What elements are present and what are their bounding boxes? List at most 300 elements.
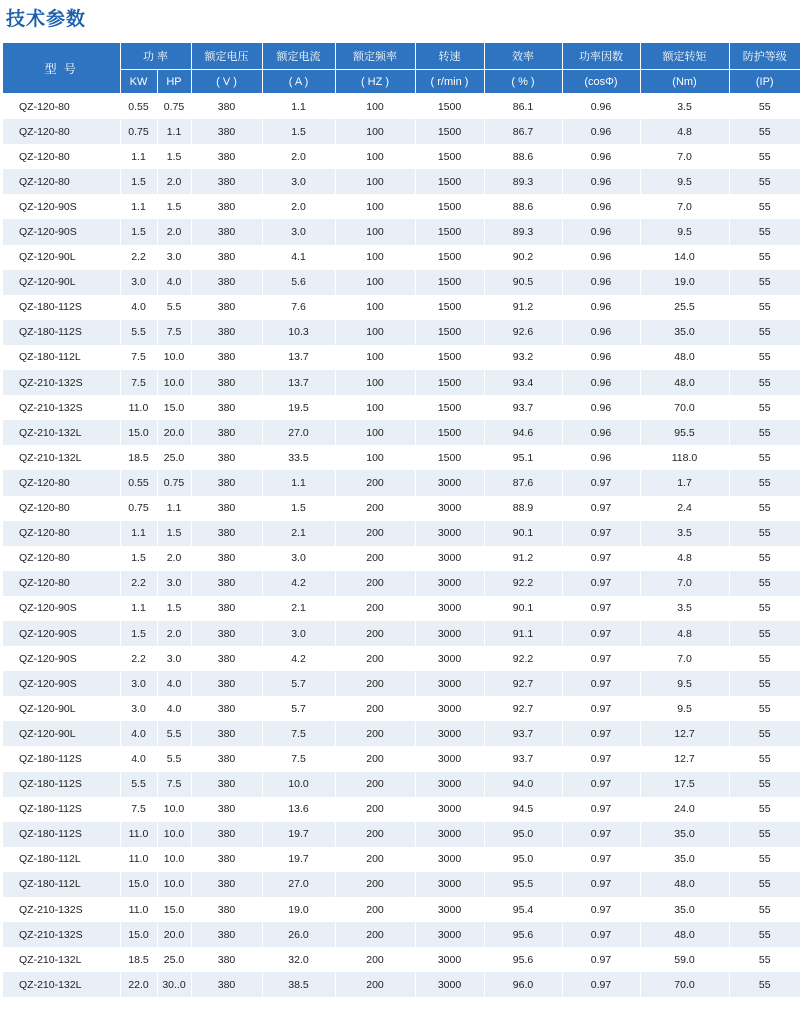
cell-efficiency: 94.6	[484, 420, 562, 445]
table-row	[3, 194, 800, 219]
header-model: 型 号	[3, 43, 120, 94]
cell-speed: 3000	[415, 897, 484, 922]
header-current: 额定电流	[262, 43, 335, 70]
header-torque: 额定转矩	[640, 43, 729, 70]
cell-efficiency: 93.4	[484, 370, 562, 395]
cell-current: 10.0	[262, 772, 335, 797]
cell-frequency: 200	[335, 746, 415, 771]
cell-speed: 1500	[415, 345, 484, 370]
cell-power-factor: 0.96	[562, 420, 640, 445]
cell-torque: 4.8	[640, 621, 729, 646]
cell-power-factor: 0.97	[562, 470, 640, 495]
table-row	[3, 646, 800, 671]
cell-voltage: 380	[191, 646, 262, 671]
table-row	[3, 270, 800, 295]
cell-efficiency: 91.2	[484, 546, 562, 571]
cell-frequency: 200	[335, 922, 415, 947]
cell-power-factor: 0.96	[562, 94, 640, 120]
cell-torque: 25.5	[640, 295, 729, 320]
cell-hp: 0.75	[157, 94, 191, 120]
cell-efficiency: 88.6	[484, 144, 562, 169]
cell-frequency: 100	[335, 320, 415, 345]
cell-protection: 55	[729, 320, 800, 345]
cell-frequency: 200	[335, 797, 415, 822]
unit-frequency: ( HZ )	[335, 70, 415, 94]
cell-power-factor: 0.97	[562, 922, 640, 947]
cell-voltage: 380	[191, 295, 262, 320]
cell-hp: 15.0	[157, 897, 191, 922]
cell-current: 19.0	[262, 897, 335, 922]
cell-voltage: 380	[191, 897, 262, 922]
cell-speed: 3000	[415, 746, 484, 771]
cell-kw: 4.0	[120, 295, 157, 320]
cell-torque: 35.0	[640, 847, 729, 872]
cell-speed: 1500	[415, 94, 484, 120]
cell-speed: 1500	[415, 119, 484, 144]
cell-current: 3.0	[262, 169, 335, 194]
cell-protection: 55	[729, 897, 800, 922]
cell-speed: 3000	[415, 822, 484, 847]
cell-current: 13.7	[262, 370, 335, 395]
cell-current: 19.7	[262, 822, 335, 847]
table-row	[3, 872, 800, 897]
cell-current: 7.6	[262, 295, 335, 320]
cell-torque: 9.5	[640, 169, 729, 194]
cell-hp: 25.0	[157, 445, 191, 470]
cell-kw: 3.0	[120, 671, 157, 696]
cell-efficiency: 96.0	[484, 972, 562, 997]
cell-efficiency: 91.1	[484, 621, 562, 646]
cell-torque: 1.7	[640, 470, 729, 495]
cell-kw: 2.2	[120, 571, 157, 596]
cell-efficiency: 95.0	[484, 847, 562, 872]
table-row	[3, 897, 800, 922]
cell-torque: 9.5	[640, 219, 729, 244]
cell-current: 33.5	[262, 445, 335, 470]
cell-torque: 14.0	[640, 245, 729, 270]
cell-hp: 10.0	[157, 797, 191, 822]
cell-current: 4.2	[262, 571, 335, 596]
table-row	[3, 521, 800, 546]
cell-voltage: 380	[191, 746, 262, 771]
cell-kw: 2.2	[120, 646, 157, 671]
cell-torque: 4.8	[640, 119, 729, 144]
header-power-factor: 功率因数	[562, 43, 640, 70]
table-row	[3, 822, 800, 847]
cell-frequency: 200	[335, 621, 415, 646]
table-row	[3, 144, 800, 169]
table-row	[3, 746, 800, 771]
cell-hp: 4.0	[157, 270, 191, 295]
cell-kw: 1.5	[120, 219, 157, 244]
cell-model: QZ-120-90S	[3, 596, 120, 621]
cell-protection: 55	[729, 496, 800, 521]
cell-kw: 18.5	[120, 947, 157, 972]
cell-power-factor: 0.97	[562, 746, 640, 771]
table-row	[3, 571, 800, 596]
cell-speed: 1500	[415, 245, 484, 270]
table-row	[3, 470, 800, 495]
cell-speed: 3000	[415, 696, 484, 721]
cell-power-factor: 0.97	[562, 872, 640, 897]
cell-efficiency: 92.2	[484, 571, 562, 596]
cell-protection: 55	[729, 671, 800, 696]
cell-hp: 1.1	[157, 119, 191, 144]
cell-voltage: 380	[191, 144, 262, 169]
cell-kw: 0.75	[120, 496, 157, 521]
cell-protection: 55	[729, 646, 800, 671]
cell-efficiency: 95.4	[484, 897, 562, 922]
cell-voltage: 380	[191, 721, 262, 746]
cell-speed: 1500	[415, 194, 484, 219]
table-body	[3, 94, 800, 998]
cell-frequency: 200	[335, 571, 415, 596]
cell-current: 7.5	[262, 721, 335, 746]
cell-current: 4.1	[262, 245, 335, 270]
cell-voltage: 380	[191, 370, 262, 395]
cell-hp: 10.0	[157, 345, 191, 370]
cell-frequency: 100	[335, 94, 415, 120]
cell-model: QZ-210-132L	[3, 445, 120, 470]
cell-hp: 3.0	[157, 571, 191, 596]
cell-torque: 17.5	[640, 772, 729, 797]
cell-current: 1.5	[262, 496, 335, 521]
cell-power-factor: 0.97	[562, 822, 640, 847]
cell-frequency: 100	[335, 370, 415, 395]
cell-hp: 1.1	[157, 496, 191, 521]
table-row	[3, 797, 800, 822]
cell-frequency: 200	[335, 521, 415, 546]
cell-protection: 55	[729, 470, 800, 495]
cell-power-factor: 0.96	[562, 219, 640, 244]
cell-current: 5.7	[262, 696, 335, 721]
table-row	[3, 119, 800, 144]
cell-model: QZ-180-112S	[3, 295, 120, 320]
table-row	[3, 671, 800, 696]
table-row	[3, 345, 800, 370]
cell-voltage: 380	[191, 546, 262, 571]
cell-torque: 7.0	[640, 194, 729, 219]
cell-voltage: 380	[191, 671, 262, 696]
cell-efficiency: 92.6	[484, 320, 562, 345]
cell-voltage: 380	[191, 320, 262, 345]
cell-protection: 55	[729, 345, 800, 370]
cell-speed: 3000	[415, 947, 484, 972]
cell-model: QZ-120-90L	[3, 270, 120, 295]
cell-frequency: 200	[335, 721, 415, 746]
cell-power-factor: 0.96	[562, 270, 640, 295]
cell-power-factor: 0.97	[562, 721, 640, 746]
cell-power-factor: 0.97	[562, 797, 640, 822]
header-power: 功 率	[120, 43, 191, 70]
cell-protection: 55	[729, 144, 800, 169]
cell-current: 4.2	[262, 646, 335, 671]
cell-speed: 1500	[415, 219, 484, 244]
cell-current: 26.0	[262, 922, 335, 947]
cell-model: QZ-210-132S	[3, 395, 120, 420]
cell-efficiency: 93.7	[484, 395, 562, 420]
cell-current: 13.7	[262, 345, 335, 370]
cell-efficiency: 89.3	[484, 219, 562, 244]
cell-model: QZ-180-112S	[3, 772, 120, 797]
cell-power-factor: 0.97	[562, 897, 640, 922]
cell-speed: 3000	[415, 872, 484, 897]
cell-torque: 118.0	[640, 445, 729, 470]
cell-current: 13.6	[262, 797, 335, 822]
cell-protection: 55	[729, 746, 800, 771]
cell-hp: 1.5	[157, 144, 191, 169]
cell-frequency: 200	[335, 596, 415, 621]
cell-hp: 1.5	[157, 521, 191, 546]
cell-speed: 1500	[415, 169, 484, 194]
table-row	[3, 219, 800, 244]
cell-speed: 3000	[415, 496, 484, 521]
cell-voltage: 380	[191, 872, 262, 897]
cell-torque: 95.5	[640, 420, 729, 445]
header-protection: 防护等级	[729, 43, 800, 70]
unit-speed: ( r/min )	[415, 70, 484, 94]
cell-speed: 3000	[415, 772, 484, 797]
cell-voltage: 380	[191, 797, 262, 822]
cell-torque: 7.0	[640, 646, 729, 671]
cell-voltage: 380	[191, 245, 262, 270]
cell-frequency: 100	[335, 144, 415, 169]
cell-power-factor: 0.97	[562, 696, 640, 721]
cell-model: QZ-180-112S	[3, 746, 120, 771]
cell-torque: 70.0	[640, 395, 729, 420]
cell-power-factor: 0.97	[562, 521, 640, 546]
cell-power-factor: 0.97	[562, 621, 640, 646]
cell-frequency: 200	[335, 947, 415, 972]
cell-model: QZ-120-80	[3, 94, 120, 120]
cell-speed: 1500	[415, 320, 484, 345]
cell-protection: 55	[729, 169, 800, 194]
cell-kw: 0.55	[120, 94, 157, 120]
cell-hp: 2.0	[157, 621, 191, 646]
table-row	[3, 922, 800, 947]
cell-voltage: 380	[191, 596, 262, 621]
table-row	[3, 696, 800, 721]
cell-power-factor: 0.97	[562, 772, 640, 797]
table-row	[3, 596, 800, 621]
cell-efficiency: 95.6	[484, 947, 562, 972]
cell-torque: 3.5	[640, 596, 729, 621]
table-row	[3, 445, 800, 470]
cell-frequency: 200	[335, 671, 415, 696]
cell-kw: 4.0	[120, 746, 157, 771]
cell-efficiency: 95.0	[484, 822, 562, 847]
cell-speed: 3000	[415, 671, 484, 696]
cell-current: 19.7	[262, 847, 335, 872]
cell-voltage: 380	[191, 922, 262, 947]
cell-efficiency: 92.2	[484, 646, 562, 671]
cell-hp: 30..0	[157, 972, 191, 997]
cell-efficiency: 90.5	[484, 270, 562, 295]
cell-hp: 10.0	[157, 370, 191, 395]
cell-frequency: 200	[335, 696, 415, 721]
cell-torque: 24.0	[640, 797, 729, 822]
cell-efficiency: 87.6	[484, 470, 562, 495]
cell-hp: 2.0	[157, 546, 191, 571]
cell-kw: 5.5	[120, 772, 157, 797]
cell-efficiency: 90.1	[484, 596, 562, 621]
table-row	[3, 420, 800, 445]
cell-protection: 55	[729, 872, 800, 897]
cell-hp: 2.0	[157, 169, 191, 194]
cell-hp: 0.75	[157, 470, 191, 495]
cell-protection: 55	[729, 395, 800, 420]
cell-voltage: 380	[191, 496, 262, 521]
cell-current: 3.0	[262, 546, 335, 571]
cell-model: QZ-120-80	[3, 571, 120, 596]
cell-protection: 55	[729, 546, 800, 571]
cell-kw: 1.1	[120, 194, 157, 219]
cell-voltage: 380	[191, 169, 262, 194]
table-row	[3, 395, 800, 420]
unit-power-factor: (cosΦ)	[562, 70, 640, 94]
header-efficiency: 效率	[484, 43, 562, 70]
cell-kw: 15.0	[120, 420, 157, 445]
table-row	[3, 496, 800, 521]
cell-speed: 1500	[415, 395, 484, 420]
cell-hp: 7.5	[157, 320, 191, 345]
table-row	[3, 621, 800, 646]
cell-speed: 3000	[415, 922, 484, 947]
unit-efficiency: ( % )	[484, 70, 562, 94]
cell-protection: 55	[729, 947, 800, 972]
cell-model: QZ-120-80	[3, 546, 120, 571]
cell-power-factor: 0.96	[562, 194, 640, 219]
cell-torque: 12.7	[640, 721, 729, 746]
header-frequency: 额定频率	[335, 43, 415, 70]
cell-current: 2.0	[262, 194, 335, 219]
cell-torque: 59.0	[640, 947, 729, 972]
cell-frequency: 200	[335, 972, 415, 997]
cell-torque: 48.0	[640, 872, 729, 897]
cell-protection: 55	[729, 194, 800, 219]
cell-current: 32.0	[262, 947, 335, 972]
cell-power-factor: 0.96	[562, 295, 640, 320]
cell-protection: 55	[729, 119, 800, 144]
cell-voltage: 380	[191, 696, 262, 721]
cell-model: QZ-120-80	[3, 169, 120, 194]
cell-model: QZ-120-80	[3, 144, 120, 169]
cell-model: QZ-180-112S	[3, 797, 120, 822]
unit-voltage: ( V )	[191, 70, 262, 94]
cell-speed: 3000	[415, 621, 484, 646]
cell-power-factor: 0.97	[562, 671, 640, 696]
page-title: 技术参数	[6, 8, 87, 30]
cell-protection: 55	[729, 295, 800, 320]
cell-current: 10.3	[262, 320, 335, 345]
cell-current: 27.0	[262, 872, 335, 897]
table-row	[3, 772, 800, 797]
cell-voltage: 380	[191, 219, 262, 244]
cell-kw: 15.0	[120, 922, 157, 947]
cell-model: QZ-120-80	[3, 496, 120, 521]
cell-protection: 55	[729, 370, 800, 395]
cell-voltage: 380	[191, 445, 262, 470]
cell-torque: 35.0	[640, 822, 729, 847]
cell-frequency: 100	[335, 420, 415, 445]
cell-power-factor: 0.96	[562, 345, 640, 370]
unit-protection: (IP)	[729, 70, 800, 94]
cell-model: QZ-180-112S	[3, 320, 120, 345]
spec-table	[3, 43, 800, 997]
cell-speed: 3000	[415, 797, 484, 822]
cell-speed: 3000	[415, 596, 484, 621]
cell-speed: 3000	[415, 521, 484, 546]
header-speed: 转速	[415, 43, 484, 70]
cell-power-factor: 0.97	[562, 947, 640, 972]
cell-power-factor: 0.96	[562, 395, 640, 420]
cell-kw: 1.1	[120, 596, 157, 621]
cell-frequency: 100	[335, 345, 415, 370]
cell-efficiency: 93.2	[484, 345, 562, 370]
cell-power-factor: 0.97	[562, 972, 640, 997]
cell-hp: 5.5	[157, 721, 191, 746]
cell-kw: 15.0	[120, 872, 157, 897]
cell-voltage: 380	[191, 94, 262, 120]
cell-model: QZ-180-112L	[3, 345, 120, 370]
cell-hp: 25.0	[157, 947, 191, 972]
cell-current: 1.1	[262, 470, 335, 495]
cell-torque: 3.5	[640, 521, 729, 546]
cell-hp: 4.0	[157, 671, 191, 696]
cell-efficiency: 88.9	[484, 496, 562, 521]
cell-protection: 55	[729, 972, 800, 997]
cell-model: QZ-120-80	[3, 521, 120, 546]
cell-torque: 9.5	[640, 696, 729, 721]
cell-protection: 55	[729, 270, 800, 295]
cell-torque: 19.0	[640, 270, 729, 295]
cell-efficiency: 90.2	[484, 245, 562, 270]
cell-torque: 48.0	[640, 922, 729, 947]
cell-power-factor: 0.96	[562, 119, 640, 144]
cell-power-factor: 0.96	[562, 169, 640, 194]
cell-speed: 1500	[415, 370, 484, 395]
cell-protection: 55	[729, 621, 800, 646]
cell-frequency: 200	[335, 872, 415, 897]
cell-efficiency: 95.5	[484, 872, 562, 897]
cell-speed: 1500	[415, 295, 484, 320]
table-row	[3, 94, 800, 120]
cell-hp: 15.0	[157, 395, 191, 420]
cell-model: QZ-210-132S	[3, 897, 120, 922]
cell-model: QZ-120-90S	[3, 671, 120, 696]
cell-kw: 5.5	[120, 320, 157, 345]
cell-kw: 1.1	[120, 144, 157, 169]
cell-torque: 4.8	[640, 546, 729, 571]
cell-frequency: 200	[335, 646, 415, 671]
cell-voltage: 380	[191, 395, 262, 420]
cell-kw: 1.5	[120, 546, 157, 571]
cell-efficiency: 93.7	[484, 721, 562, 746]
cell-speed: 1500	[415, 445, 484, 470]
cell-voltage: 380	[191, 270, 262, 295]
cell-voltage: 380	[191, 345, 262, 370]
cell-frequency: 200	[335, 546, 415, 571]
cell-protection: 55	[729, 445, 800, 470]
cell-power-factor: 0.97	[562, 596, 640, 621]
cell-voltage: 380	[191, 521, 262, 546]
cell-voltage: 380	[191, 571, 262, 596]
cell-efficiency: 86.7	[484, 119, 562, 144]
cell-hp: 1.5	[157, 194, 191, 219]
cell-model: QZ-120-90S	[3, 621, 120, 646]
cell-current: 1.1	[262, 94, 335, 120]
cell-model: QZ-120-80	[3, 470, 120, 495]
